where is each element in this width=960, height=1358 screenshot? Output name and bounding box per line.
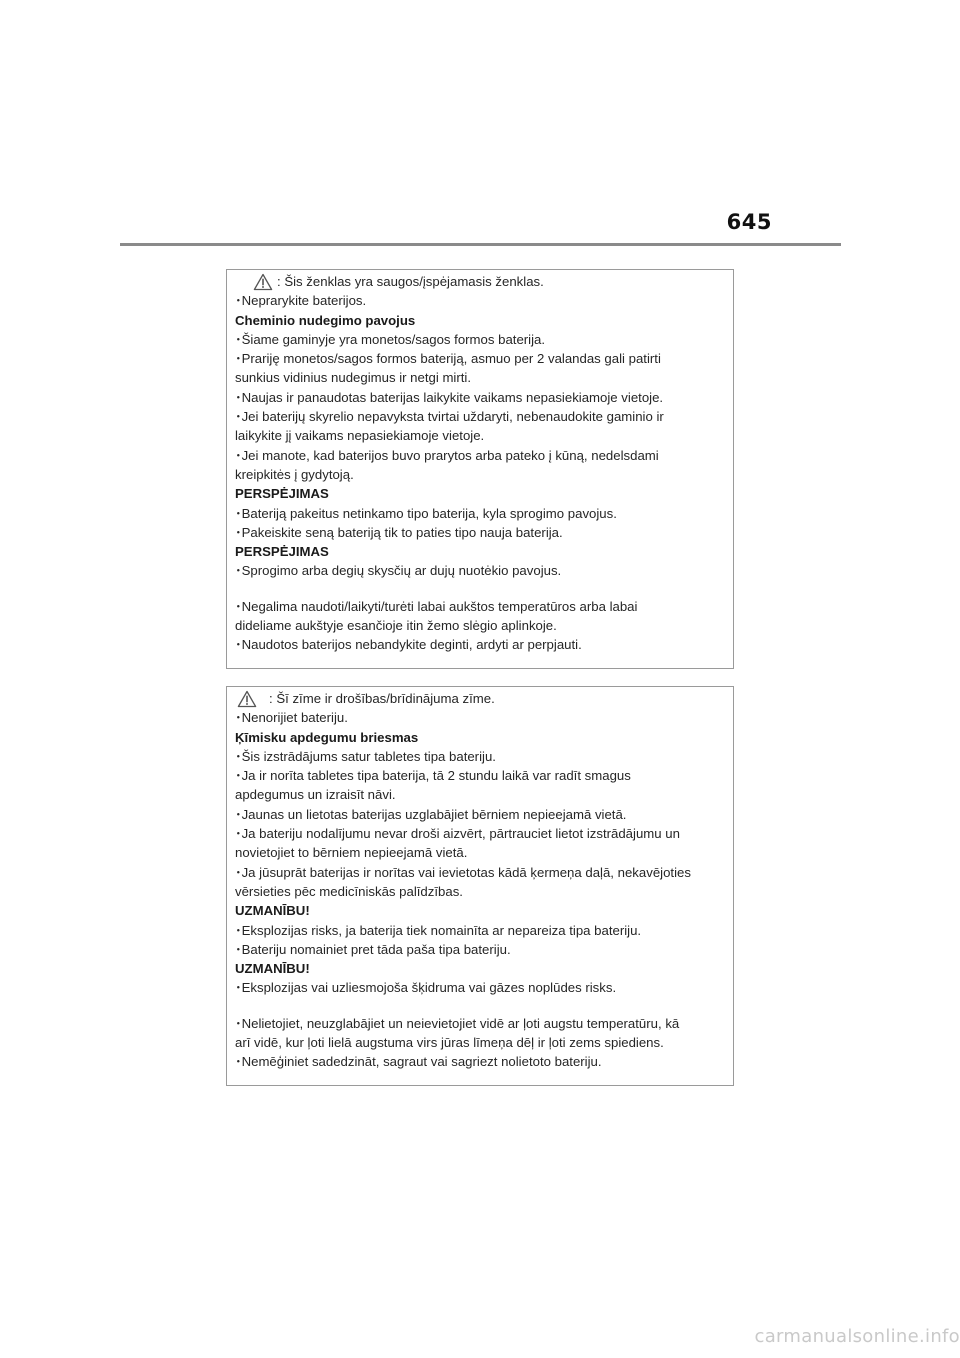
warning-heading: Cheminio nudegimo pavojus — [235, 312, 416, 328]
warning-text-line: ･Neprarykite baterijos. — [235, 293, 367, 309]
header-rule — [120, 243, 841, 246]
warning-text-line: ･Eksplozijas vai uzliesmojoša šķidruma vai gāzes noplūdes risks. — [235, 980, 617, 996]
warning-text-line: laikykite jį vaikams nepasiekiamoje vietoje. — [235, 428, 485, 444]
warning-text-line: ･Šis izstrādājums satur tabletes tipa bateriju. — [235, 748, 496, 764]
warning-text-line: ･Prariję monetos/sagos formos bateriją, asmuo per 2 valandas gali patirti — [235, 351, 661, 367]
warning-symbol-text: : Šī zīme ir drošības/brīdinājuma zīme. — [269, 691, 495, 706]
warning-text-line: ･Bateriju nomainiet pret tāda paša tipa bateriju. — [235, 941, 511, 957]
warning-lines-lt — [235, 272, 729, 655]
warning-heading: PERSPĖJIMAS — [235, 486, 329, 502]
warning-text-line: ･Bateriją pakeitus netinkamo tipo baterija, kyla sprogimo pavojus. — [235, 505, 617, 521]
warning-box-lithuanian — [226, 269, 734, 669]
warning-text-line: dideliame aukštyje esančioje itin žemo slėgio aplinkoje. — [235, 618, 557, 634]
warning-heading: UZMANĪBU! — [235, 961, 310, 977]
warning-text-line: ･Sprogimo arba degių skysčių ar dujų nuotėkio pavojus. — [235, 563, 562, 579]
warning-text-line: ･Nemēģiniet sadedzināt, sagraut vai sagriezt nolietoto bateriju. — [235, 1054, 602, 1070]
warning-text-line: ･Ja bateriju nodalījumu nevar droši aizvērt, pārtrauciet lietot izstrādājumu un — [235, 826, 680, 842]
warning-text-line: ･Jei baterijų skyrelio nepavyksta tvirtai uždaryti, nebenaudokite gaminio ir — [235, 409, 664, 425]
warning-text-line: ･Ja ir norīta tabletes tipa baterija, tā 2 stundu laikā var radīt smagus — [235, 768, 631, 784]
warning-text-line: ･Nelietojiet, neuzglabājiet un neievietojiet vidē ar ļoti augstu temperatūru, kā — [235, 1015, 680, 1031]
warning-heading: Ķīmisku apdegumu briesmas — [235, 729, 419, 745]
page-number: 645 — [726, 210, 772, 234]
warning-text-line: ･Naujas ir panaudotas baterijas laikykite vaikams nepasiekiamoje vietoje. — [235, 389, 664, 405]
warning-text-line: ･Jaunas un lietotas baterijas uzglabājiet bērniem nepieejamā vietā. — [235, 806, 627, 822]
warning-text-line: ･Nenorijiet bateriju. — [235, 710, 348, 726]
footer-watermark: carmanualsonline.info — [754, 1326, 960, 1347]
warning-text-line: ･Šiame gaminyje yra monetos/sagos formos baterija. — [235, 331, 546, 347]
warning-heading: PERSPĖJIMAS — [235, 544, 329, 560]
warning-text-line: vērsieties pēc medicīniskās palīdzības. — [235, 883, 463, 899]
warning-text-line: kreipkitės į gydytoją. — [235, 466, 354, 482]
warning-text-line: ･Pakeiskite seną bateriją tik to paties tipo nauja baterija. — [235, 524, 563, 540]
warning-lines-lv — [235, 689, 729, 1072]
warning-text-line: ･Eksplozijas risks, ja baterija tiek nomainīta ar nepareiza tipa bateriju. — [235, 922, 642, 938]
warning-text-line: ･Negalima naudoti/laikyti/turėti labai aukštos temperatūros arba labai — [235, 598, 638, 614]
warning-heading: UZMANĪBU! — [235, 903, 310, 919]
warning-text-line: ･Jei manote, kad baterijos buvo prarytos arba pateko į kūną, nedelsdami — [235, 447, 659, 463]
warning-text-line: apdegumus un izraisīt nāvi. — [235, 787, 396, 803]
warning-text-line: ･Ja jūsuprāt baterijas ir norītas vai ievietotas kādā ķermeņa daļā, nekavējoties — [235, 864, 691, 880]
warning-text-line: arī vidē, kur ļoti lielā augstuma virs jūras līmeņa dēļ ir ļoti zems spiediens. — [235, 1035, 664, 1051]
warning-text-line: ･Naudotos baterijos nebandykite deginti, ardyti ar perpjauti. — [235, 637, 582, 653]
warning-triangle-icon — [237, 690, 257, 708]
warning-symbol-text: : Šis ženklas yra saugos/įspėjamasis ženklas. — [277, 274, 544, 289]
warning-text-line: sunkius vidinius nudegimus ir netgi mirti. — [235, 370, 472, 386]
warning-symbol-line — [235, 689, 729, 708]
warning-text-line: novietojiet to bērniem nepieejamā vietā. — [235, 845, 468, 861]
warning-symbol-line — [235, 272, 729, 291]
warning-box-latvian — [226, 686, 734, 1086]
warning-triangle-icon — [253, 273, 273, 291]
